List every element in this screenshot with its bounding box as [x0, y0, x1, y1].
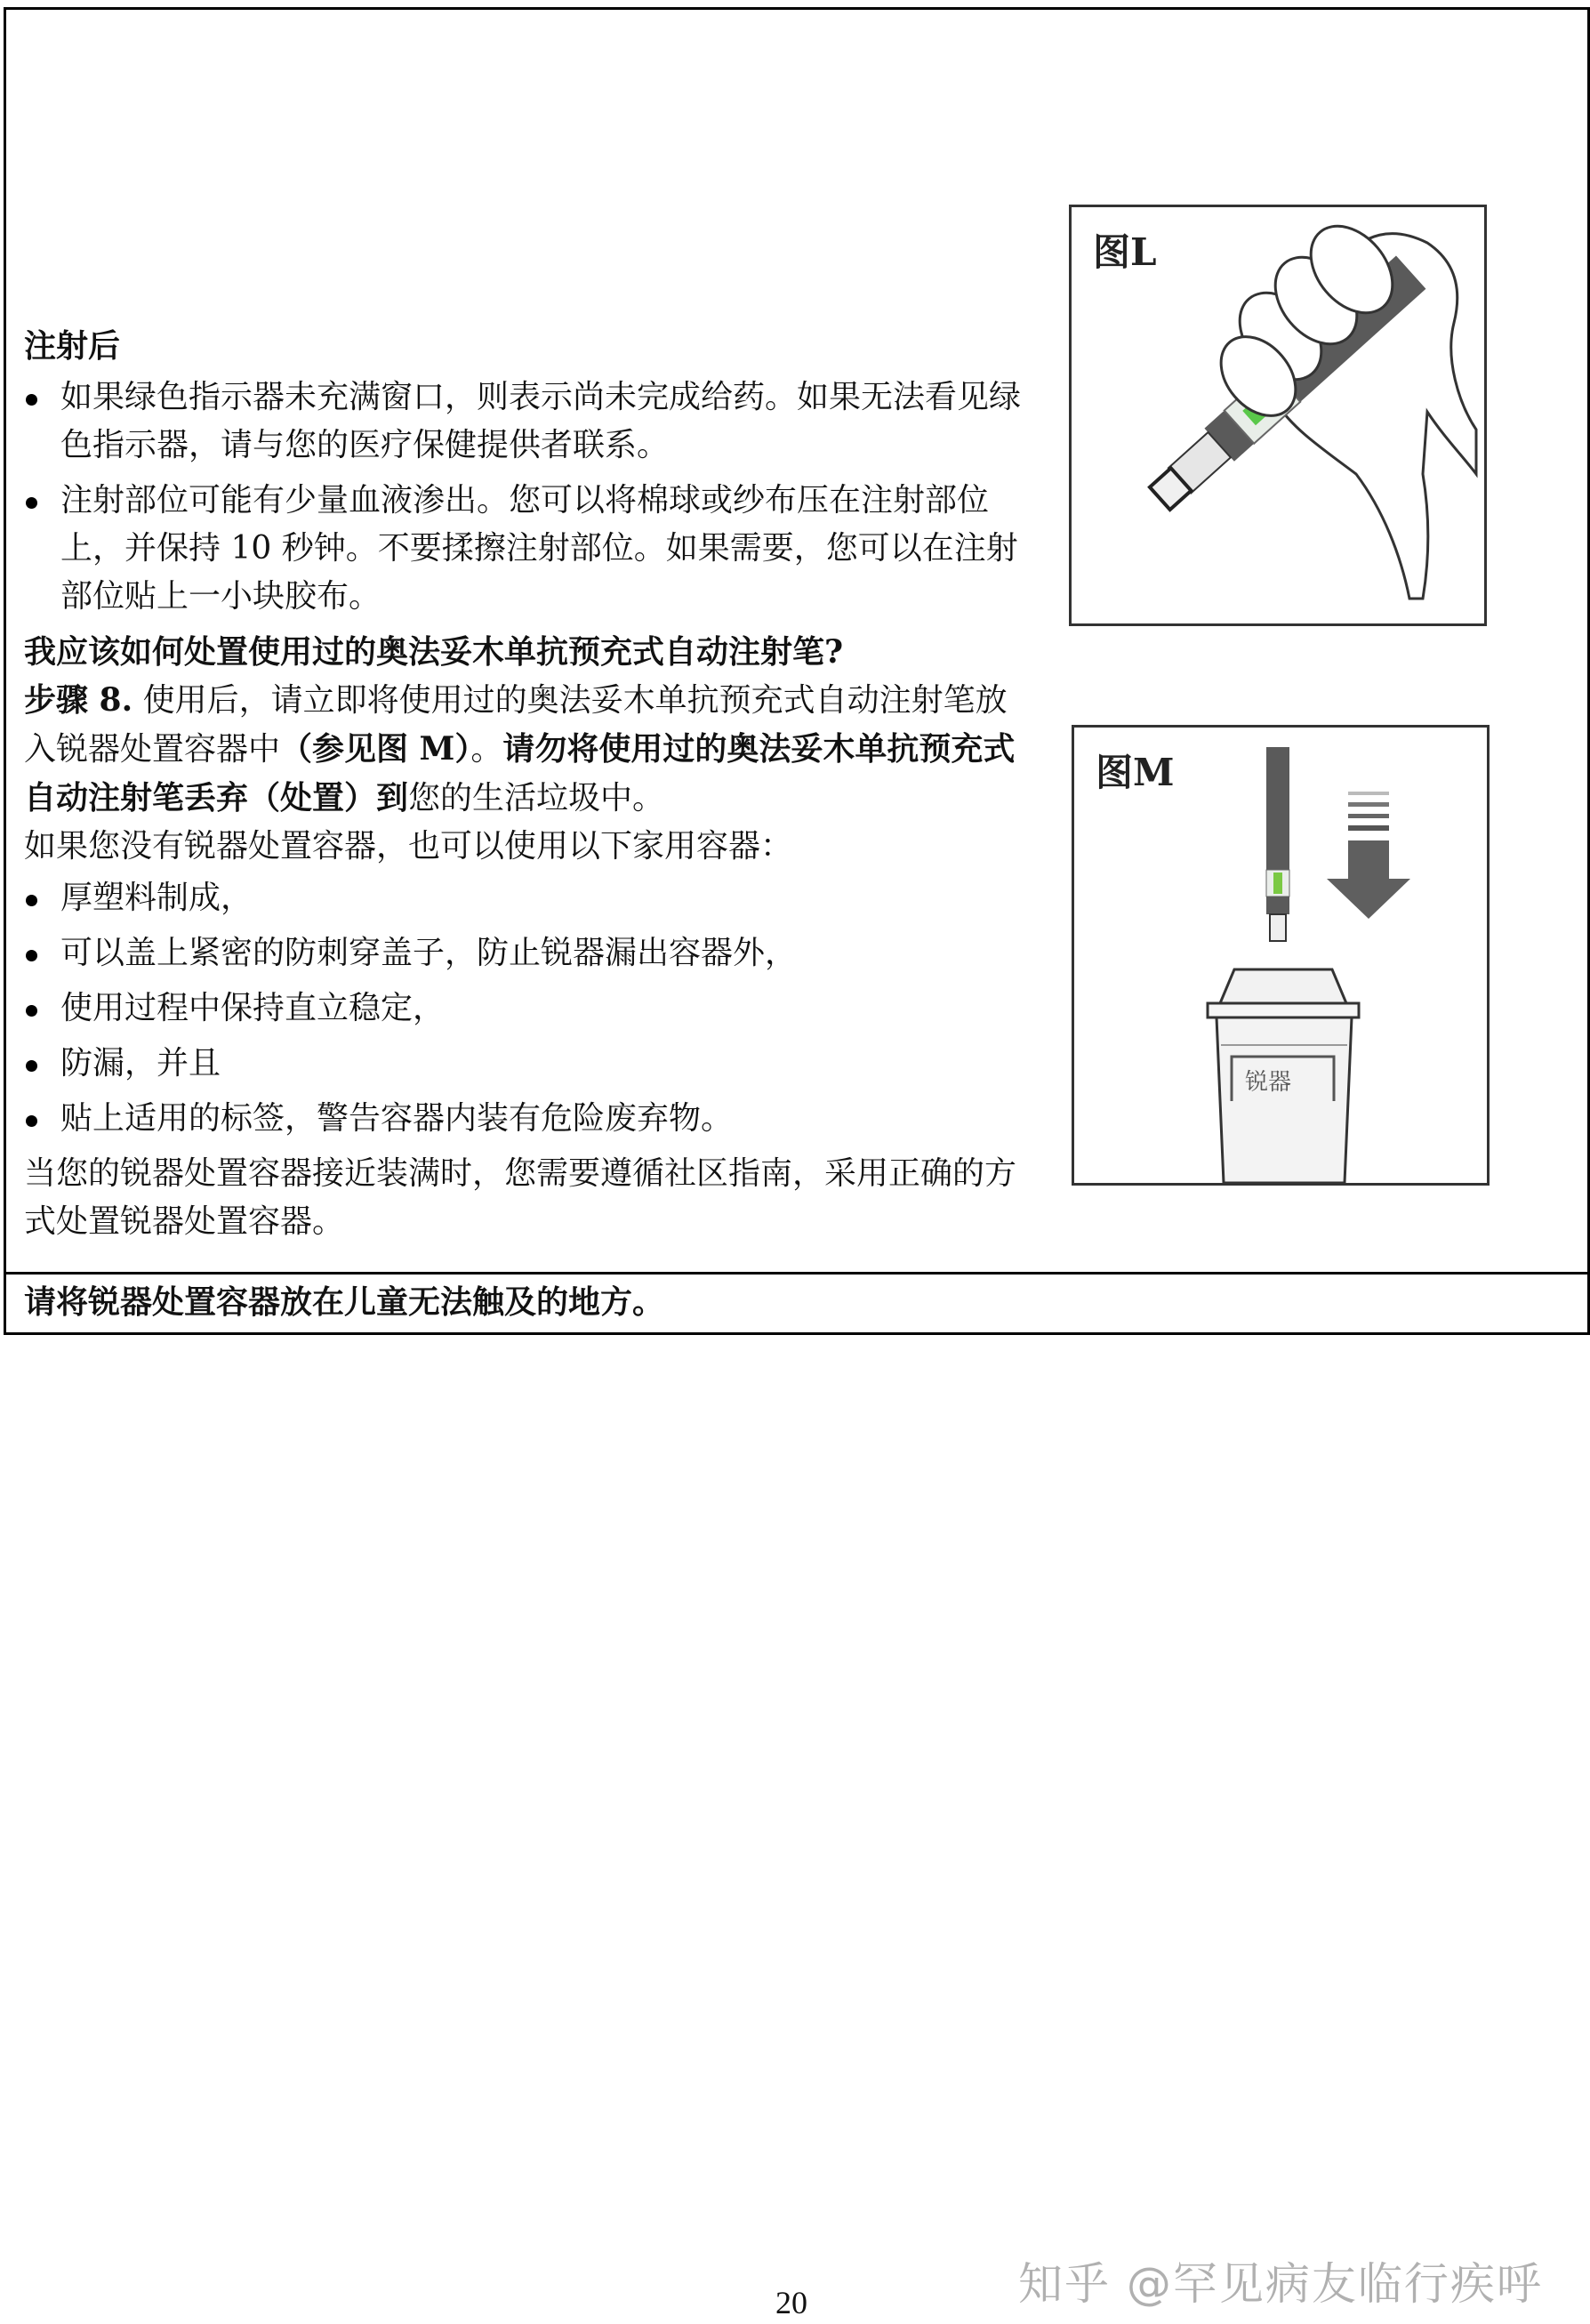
container-label: 锐器 [1245, 1069, 1292, 1096]
table-divider [4, 1272, 1587, 1275]
page-number: 20 [775, 2285, 807, 2320]
footer-warning: 请将锐器处置容器放在儿童无法触及的地方。 [24, 1283, 665, 1321]
figure-m [1072, 725, 1490, 1186]
list-item: 厚塑料制成， [24, 874, 1038, 922]
bullet-icon [26, 497, 37, 509]
list-item: 注射部位可能有少量血液渗出。您可以将棉球或纱布压在注射部位上，并保持 10 秒钟。不要揉擦注射部位。如果需要，您可以在注射部位贴上一小块胶布。 [24, 477, 1038, 621]
bullet-icon [26, 950, 37, 961]
figure-l-label: 图L [1093, 230, 1157, 274]
figure-l [1069, 205, 1487, 626]
instruction-text-column [24, 322, 1038, 1246]
bullet-icon [26, 1115, 37, 1127]
list-item: 可以盖上紧密的防刺穿盖子，防止锐器漏出容器外， [24, 929, 1038, 977]
list-item: 贴上适用的标签，警告容器内装有危险废弃物。 [24, 1095, 1038, 1143]
household-container-intro: 如果您没有锐器处置容器，也可以使用以下家用容器： [24, 828, 793, 864]
step-8-paragraph: 步骤 8. 使用后，请立即将使用过的奥法妥木单抗预充式自动注射笔放入锐器处置容器中（参见图 M）。请勿将使用过的奥法妥木单抗预充式自动注射笔丢弃（处置）到您的生活垃圾中。 [24, 681, 1016, 816]
closing-paragraph: 当您的锐器处置容器接近装满时，您需要遵循社区指南，采用正确的方式处置锐器处置容器。 [24, 1155, 1017, 1240]
list-item: 防漏，并且 [24, 1040, 1038, 1088]
after-injection-list [24, 374, 1038, 621]
bullet-icon [26, 1060, 37, 1072]
step-label: 步骤 8. [24, 681, 133, 719]
container-requirements-list [24, 874, 1038, 1143]
bullet-icon [26, 394, 37, 406]
disposal-warning: 请勿将使用过的奥法妥木单抗预充式自动注射笔丢弃（处置）到 [24, 730, 1016, 816]
list-item: 如果绿色指示器未充满窗口，则表示尚未完成给药。如果无法看见绿色指示器，请与您的医疗保健提供者联系。 [24, 374, 1038, 470]
watermark: 知乎 @罕见病友临行疾呼 [1018, 2258, 1543, 2310]
bullet-icon [26, 1005, 37, 1017]
disposal-heading: 我应该如何处置使用过的奥法妥木单抗预充式自动注射笔? [24, 633, 844, 671]
figure-reference: （参见图 M） [280, 730, 471, 768]
after-injection-heading: 注射后 [24, 327, 121, 365]
list-item: 使用过程中保持直立稳定， [24, 985, 1038, 1033]
figure-m-label: 图M [1096, 751, 1175, 794]
bullet-icon [26, 895, 37, 906]
